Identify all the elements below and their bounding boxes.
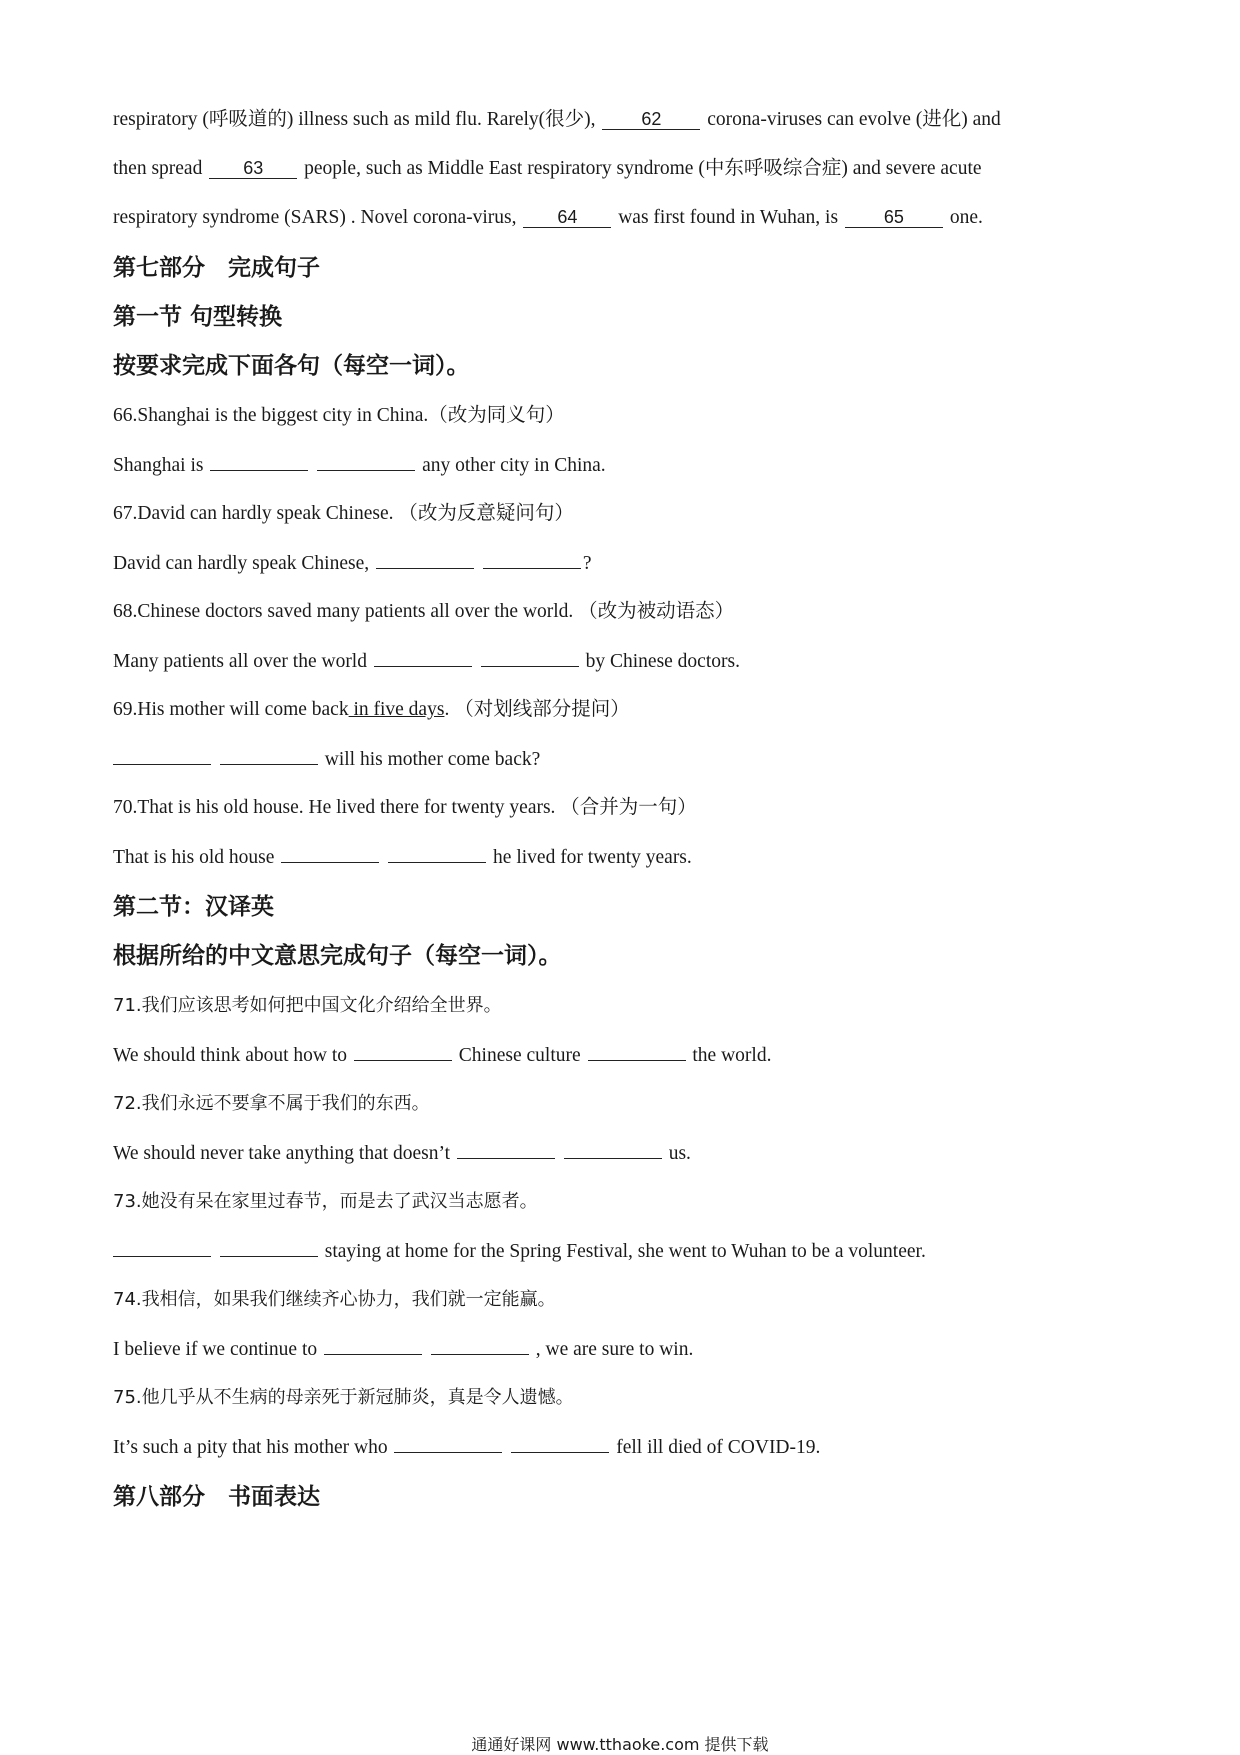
passage-text: respiratory syndrome (SARS) . Novel corona-virus, [113, 207, 517, 228]
answer-text: he lived for twenty years. [493, 847, 692, 868]
q66-answer-line [113, 452, 606, 479]
passage-line-2 [113, 156, 982, 182]
prompt-text: 69.His mother will come back [113, 699, 349, 720]
blank-65[interactable]: 65 [845, 207, 943, 228]
answer-blank[interactable] [317, 452, 415, 471]
passage-text: people, such as Middle East respiratory syndrome (中东呼吸综合症) and severe acute [304, 158, 982, 179]
q68-answer-line [113, 648, 740, 675]
answer-blank[interactable] [511, 1434, 609, 1453]
answer-blank[interactable] [281, 844, 379, 863]
answer-blank[interactable] [220, 1238, 318, 1257]
q66-prompt: 66.Shanghai is the biggest city in China.（改为同义句） [113, 405, 565, 426]
answer-blank[interactable] [483, 550, 581, 569]
q75-answer-line [113, 1434, 820, 1461]
answer-text: , we are sure to win. [535, 1339, 694, 1360]
q74-answer-line [113, 1336, 693, 1363]
passage-line-3 [113, 205, 983, 231]
passage-line-1 [113, 107, 1001, 133]
section1-title: 第一节 句型转换 [113, 304, 283, 330]
answer-blank[interactable] [113, 1238, 211, 1257]
passage-text: one. [949, 207, 983, 228]
blank-63[interactable]: 63 [209, 158, 297, 179]
part7-title: 第七部分 完成句子 [113, 255, 320, 281]
answer-text: fell ill died of COVID-19. [616, 1437, 821, 1458]
answer-blank[interactable] [354, 1042, 452, 1061]
section2-instruction: 根据所给的中文意思完成句子（每空一词）。 [113, 943, 562, 969]
q67-prompt: 67.David can hardly speak Chinese. （改为反意疑问句） [113, 503, 574, 524]
answer-blank[interactable] [324, 1336, 422, 1355]
q70-prompt: 70.That is his old house. He lived there for twenty years. （合并为一句） [113, 797, 697, 818]
prompt-text: . （对划线部分提问） [444, 699, 630, 720]
underlined-phrase: in five days [348, 699, 445, 720]
passage-text: was first found in Wuhan, is [618, 207, 839, 228]
answer-blank[interactable] [210, 452, 308, 471]
answer-blank[interactable] [457, 1140, 555, 1159]
answer-blank[interactable] [394, 1434, 502, 1453]
answer-text: We should never take anything that doesn’t [113, 1143, 451, 1164]
q75-prompt: 75.他几乎从不生病的母亲死于新冠肺炎，真是令人遗憾。 [113, 1387, 574, 1408]
q69-prompt [113, 697, 630, 723]
answer-blank[interactable] [374, 648, 472, 667]
answer-text: ? [582, 553, 592, 574]
answer-blank[interactable] [564, 1140, 662, 1159]
answer-text: Chinese culture [458, 1045, 581, 1066]
section1-instruction: 按要求完成下面各句（每空一词）。 [113, 353, 470, 379]
answer-text: Many patients all over the world [113, 651, 367, 672]
passage-text: corona-viruses can evolve (进化) and [707, 109, 1001, 130]
q69-answer-line [113, 746, 540, 773]
q68-prompt: 68.Chinese doctors saved many patients all over the world. （改为被动语态） [113, 601, 735, 622]
q74-prompt: 74.我相信，如果我们继续齐心协力，我们就一定能赢。 [113, 1289, 556, 1310]
answer-text: by Chinese doctors. [585, 651, 740, 672]
answer-blank[interactable] [481, 648, 579, 667]
answer-blank[interactable] [113, 746, 211, 765]
answer-text: any other city in China. [422, 455, 606, 476]
answer-text: the world. [692, 1045, 772, 1066]
q73-prompt: 73.她没有呆在家里过春节，而是去了武汉当志愿者。 [113, 1191, 538, 1212]
q72-answer-line [113, 1140, 691, 1167]
q72-prompt: 72.我们永远不要拿不属于我们的东西。 [113, 1093, 430, 1114]
part8-title: 第八部分 书面表达 [113, 1484, 320, 1510]
passage-text: respiratory (呼吸道的) illness such as mild flu. Rarely(很少), [113, 109, 596, 130]
answer-blank[interactable] [588, 1042, 686, 1061]
answer-text: us. [668, 1143, 691, 1164]
answer-blank[interactable] [431, 1336, 529, 1355]
answer-text: will his mother come back? [324, 749, 541, 770]
blank-62[interactable]: 62 [602, 109, 700, 130]
passage-text: then spread [113, 158, 203, 179]
q67-answer-line [113, 550, 592, 577]
q73-answer-line [113, 1238, 926, 1265]
answer-text: We should think about how to [113, 1045, 348, 1066]
answer-text: staying at home for the Spring Festival, she went to Wuhan to be a volunteer. [324, 1241, 926, 1262]
answer-text: That is his old house [113, 847, 275, 868]
answer-text: David can hardly speak Chinese, [113, 553, 370, 574]
answer-blank[interactable] [388, 844, 486, 863]
blank-64[interactable]: 64 [523, 207, 611, 228]
answer-text: I believe if we continue to [113, 1339, 318, 1360]
answer-text: Shanghai is [113, 455, 204, 476]
page-footer: 通通好课网 www.tthaoke.com 提供下载 [471, 1735, 769, 1754]
q71-answer-line [113, 1042, 771, 1069]
q70-answer-line [113, 844, 692, 871]
section2-title: 第二节：汉译英 [113, 894, 274, 920]
answer-blank[interactable] [220, 746, 318, 765]
answer-text: It’s such a pity that his mother who [113, 1437, 388, 1458]
q71-prompt: 71.我们应该思考如何把中国文化介绍给全世界。 [113, 995, 502, 1016]
answer-blank[interactable] [376, 550, 474, 569]
